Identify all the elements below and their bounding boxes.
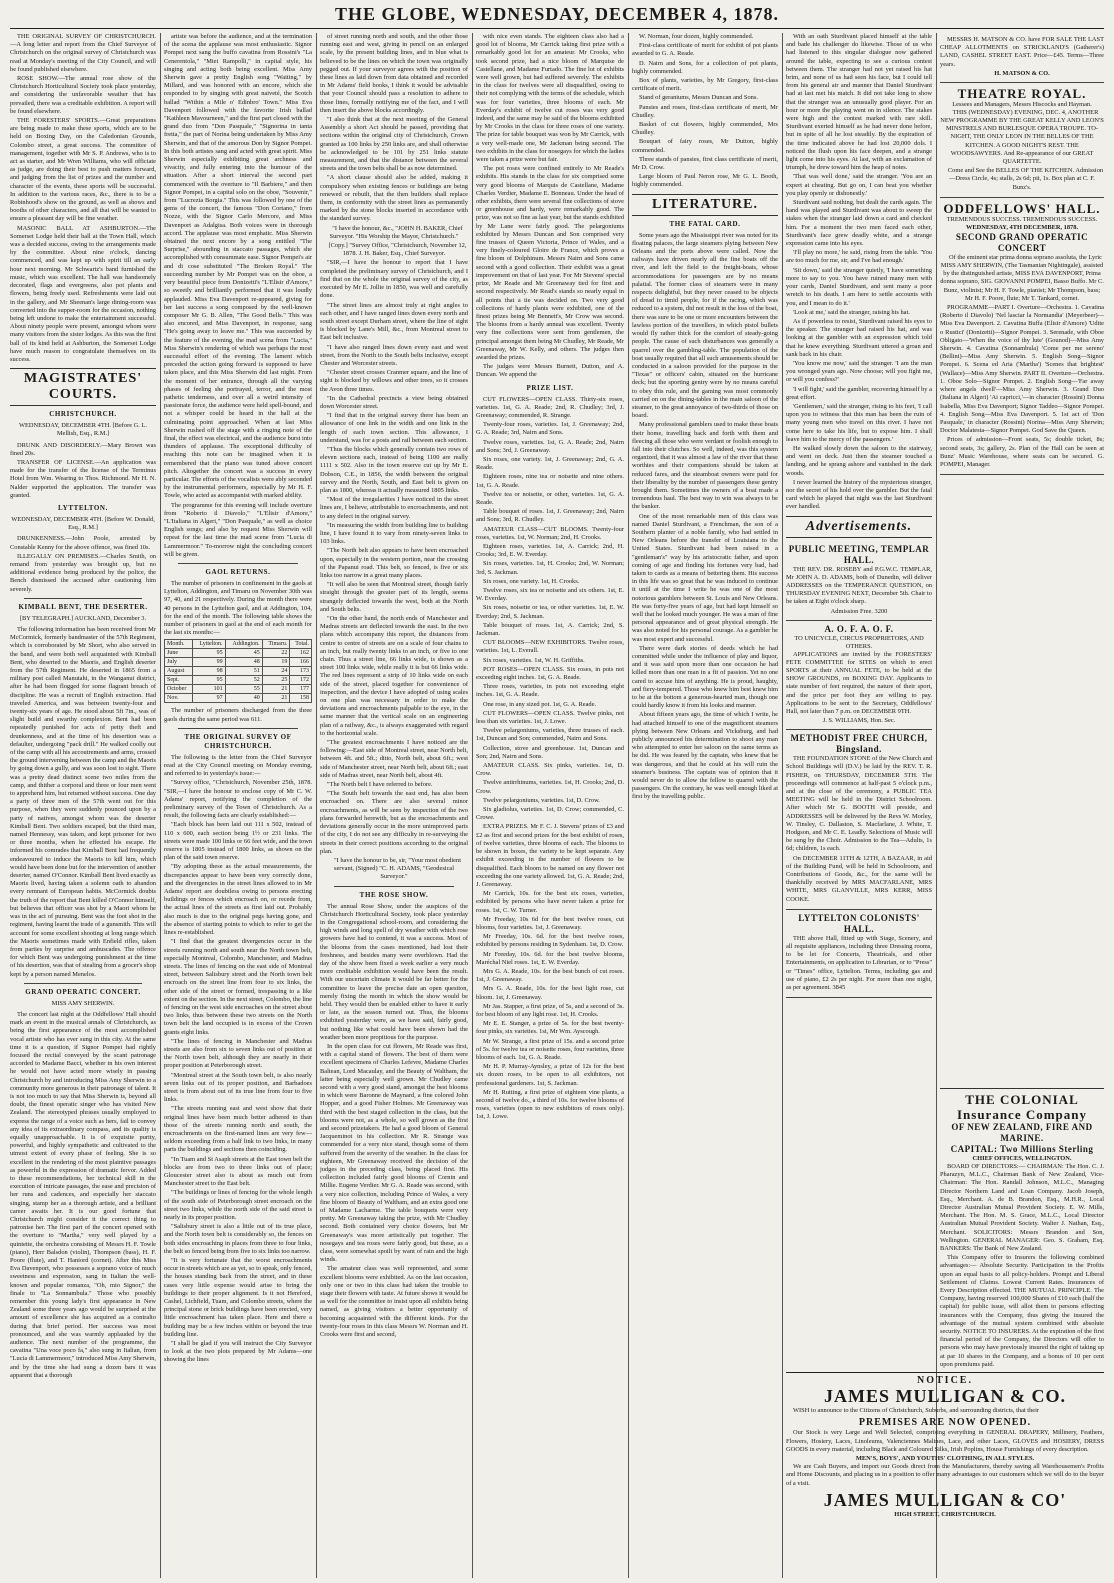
column-5 <box>632 33 778 1578</box>
ad-matson <box>940 33 1104 83</box>
ad-title: METHODIST FREE CHURCH, Bingsland. <box>790 733 928 755</box>
ad-footer: Admission Free. 3200 <box>830 607 888 615</box>
table-header-cell: Lyttelton. <box>193 640 226 649</box>
article-paragraph: The amateur class was well represented, and some excellent blooms were exhibited. As on the last occasion, only one or two in this class had taken the trouble to stage their flowers with taste. At future shows it would be as well for the committee to insist upon all exhibits being named, as giving visitors a better opportunity of becoming acquainted with the different kinds. For the twenty-four roses in this class Messrs W. Norman and H. Crooks were first and second, <box>320 1265 468 1339</box>
article-paragraph: 'Gentlemen,' said the stranger, rising to his feet, 'I call upon you to witness that this man has been the ruin of many young men who travel on this river. I have not come here to take his life, but to expose him. I shall leave him to the mercy of the passengers.' <box>786 402 932 443</box>
article-paragraph: I never learned the history of the mysterious stranger, nor the secret of his hold over the gambler. But the fatal card which he played that night was the last Sturdivant ever handled. <box>786 478 932 511</box>
article-paragraph: "The greatest encroachments I have noticed are the following:—East side of Montreal street, near North belt, between 4ft. and 5ft.; ditto, North belt, about 6ft.; west side of Manchester street, near North belt, about 6ft.; east side of Madras street, near North belt, about 4ft. <box>320 739 468 779</box>
table-cell: 24 <box>262 667 290 676</box>
table-cell: 99 <box>193 658 226 667</box>
table-cell: July <box>165 658 193 667</box>
ad-signature: H. MATSON & CO. <box>994 69 1050 77</box>
signature: "I have the honour to be, sir, "Your most obedient servant, (Signed) "C. H. ADAMS, "Geodesical Surveyor." <box>333 856 461 881</box>
letter-header: [Copy.] "Survey Office, "Christchurch, November 12, 1878. J. H. Baker, Esq., Chief Surveyor. <box>328 242 467 258</box>
ad-subtitle: TREMENDOUS SUCCESS. TREMENDOUS SUCCESS. <box>946 215 1098 223</box>
table-cell: 173 <box>290 667 312 676</box>
article-paragraph: "Montreal street at the South town belt, is also nearly seven links out of its proper position, and Barbadoes street is from about out of its true line from four to five links. <box>164 1071 312 1104</box>
article-paragraph: "I have also ranged lines down every east and west street, from the North to the South belts inclusive, except Chester and Worcester streets. <box>320 343 468 367</box>
headline-kimball-bent: KIMBALL BENT, THE DESERTER. <box>18 602 148 611</box>
prize-entry: CUT BLOOMS—NEW EXHIBITORS. Twelve roses, varieties. 1st, L. Everall. <box>476 639 624 655</box>
table-row <box>165 658 312 667</box>
table-cell: 22 <box>262 649 290 658</box>
column-2 <box>164 33 312 1578</box>
table-cell: 52 <box>225 676 262 685</box>
ad-offices: CHIEF OFFICES, WELLINGTON. <box>972 1155 1072 1162</box>
ad-body: Our Stock is very Large and Well Selected, comprising everything in GENERAL DRAPERY, Millinery, Feathers, Flowers, Hosiery, Laces, Linoleums, Valenciennes Malines, Lace, and other Laces, GLOVES and HOSIERY, DRESS GOODS in every material, including Black and Coloured Silks, Irish Poplins, House Furnishings of every description. <box>786 1429 1104 1453</box>
prize-entry: Twelve pelargoniums, varieties. 1st, D. Crow. <box>483 796 600 804</box>
table-header-cell: Total. <box>290 640 312 649</box>
article-paragraph: 'That was well done,' said the stranger. 'You are an expert at cheating. But go on, I can beat you whether you play openly or dishonestly.' <box>786 173 932 197</box>
article-paragraph: "Each block has been laid out 111 x 502, instead of 110 x 600, each section being 1½ or 231 links. The streets were made 100 links or 66 feet wide, and the town reserve is 1805 instead of 1800 links, as shown on the plan of the said town reserve. <box>164 821 312 862</box>
ad-body: We are Cash Buyers, and import our Goods direct from the Manufacturers, thereby saving all Warehousemen's Profits and Home Discounts, and placing us in a position to offer many advantages to our customers which we will do to the buyer of a visit. <box>786 1463 1104 1487</box>
table-cell: 40 <box>225 694 262 703</box>
article-paragraph: About fifteen years ago, the time of which I write, he had attached himself to one of the magnificent steamers plying between New Orleans and Vicksburg, and had publicly announced his determination to shoot any man who attempted to enter her saloon on the same terms as he did. He was feared by the captain, who knew that he was dangerous, and that he could at his will ruin the steamer's business. The captain was of opinion that it would never do to allow the fellow to quarrel with the passengers. On the contrary, he was well enough liked at first by the travelling public. <box>632 711 778 801</box>
article-paragraph: "Thus the blocks which generally contain two rows of eleven sections each, instead of being 1100 are really 1111 x 502. Also in the town reserve cut up by Mr E. Dobson, C.E., in 1856, the width between the original survey and the North, South, and East belt is given on plan as 1800, whereas it actually measured 1805 links. <box>320 445 468 494</box>
prize-entry: CUT FLOWERS—OPEN CLASS. Twelve pinks, not less than six varieties. 1st, J. Lowe. <box>476 709 624 726</box>
column-7 <box>940 33 1104 1083</box>
column-rule <box>472 33 473 1578</box>
article-paragraph: The judges were Messrs Burnett, Dutton, and A. Duncan. We append the <box>476 363 624 379</box>
table-header-cell: Month. <box>165 640 193 649</box>
section-heading-advertisements: Advertisements. <box>786 516 932 538</box>
ad-title: LYTTELTON COLONISTS' HALL. <box>798 912 920 934</box>
prize-entry: CUT FLOWERS—OPEN CLASS. Thirty-six roses, varieties. 1st, G. A. Reade; 2nd, R. Chudley; 3rd, J. Greenaway; commended, R. Strange. <box>476 395 624 419</box>
article-paragraph: "Survey office, "Christchurch, November 25th, 1878. "SIR,—I have the honour to enclose copy of Mr C. W. Adams' report, notifying the completion of the preliminary survey of the Town of Christchurch. As a result, the following facts are clearly established:— <box>164 779 312 820</box>
table-cell: 51 <box>225 667 262 676</box>
article-paragraph: 'I will fight,' said the gambler, recovering himself by a great effort. <box>786 385 932 401</box>
article-paragraph: The number of prisoners in confinement in the gaols at Lyttelton, Addington, and Timaru on November 30th was 97, 40, and 21 respectively. During the month there were 40 persons in the Lyttelton gaol, and at Addington, 104, for the end of the month. The following table shows the number of prisoners in gaol at the end of each month for the last six months:— <box>164 580 312 637</box>
ad-title: THEATRE ROYAL. <box>957 85 1087 101</box>
premises-opened: PREMISES ARE NOW OPENED. <box>858 1417 1032 1429</box>
prize-entry: Twelve pelargoniums, varieties, three trusses of each. 1st, Duncan and Son; commended, Nairn and Sons. <box>476 727 624 743</box>
article-paragraph: The following information has been received from Mr McCormick, formerly bandmaster of the 57th Regiment, which is corroborated by Mr Short, who also served in the band, and were both well acquainted with Kimball Bent, who deserted to the Maoris, and English deserter from the 57th Regiment. He deserted in 1865 from a military post called Manutahi, in the Wanganui district, after he had been flogged for some flagrant breach of discipline. He was a recruit of English extraction. Had traveled America, and was between twenty-four and twenty-six years of age. He stood about 5ft 7in., was of slight build and swarthy complexion. Bent had been repeatedly punished for acts of petty theft and drunkenness, and at the time of his desertion was a defaulter, undergoing "pack drill." He walked coolly out of the camp with all his accoutrements and arms, crossed the ground intervening between the camp and the Maoris by going down a gully, and was soon lost to sight. There was a pretty dead distinct scene two miles from the camp, and thither a corporal and three or four men went to apprehend him, but returned without success. One day a party of three men of the 57th went out for this purpose, when they were suddenly pounced upon by a party of natives, amongst whom was the deserter Kimball Bent. Two soldiers escaped, but the third man, named Hennessy, was taken, and kept prisoner for two or three months, when he effected his escape. He informed his comrades that Kimball Bent had frequently endeavoured to induce the Maoris to kill him, which would have been done but for the intervention of another deserter, named O'Connor. Kimball Bent lived exactly as Maoris lived, having taken a solemn oath to abandon every remnant of European habits. McCormick doubts the truth of the report that Bent killed O'Connor himself, but believes that officer was shot by a Maori whom he was in the act of pursuing. Bent was the foot shot in the regiment, having learnt the trade of a gunsmith. This will account for some excellent shooting at long range which the Maoris sometimes made with Enfield rifles, taken from parties by surprise and ambuscades. The offence for which Bent was undergoing punishment at the time of his desertion, was that of stealing from a grocer's shop kept by a person named Menelos. <box>10 625 156 978</box>
table-cell: 95 <box>193 676 226 685</box>
prize-entry: Three stands of pansies, first class certificate of merit, Mr D. Crow. <box>632 155 778 172</box>
table-row <box>165 649 312 658</box>
ad-public-meeting <box>786 541 932 621</box>
table-cell: 101 <box>193 685 226 694</box>
table-header-cell: Addington. <box>225 640 262 649</box>
headline-fatal-card: THE FATAL CARD. <box>669 219 741 228</box>
ad-colonial-insurance <box>940 1088 1104 1368</box>
table-row <box>165 694 312 703</box>
prize-entry: Six roses, one variety. 1st, J. Greenaway; 2nd, G. A. Reade. <box>476 455 624 472</box>
article-paragraph: The programme for this evening will include overture from "Roberto il Diavolo," "L'Elisir d'Amore," "L'Italiana in Algeri," "Don Pasquale," as well as choice English songs; and also by request Miss Sherwin will repeat for the last time the mad scene from "Lucia di Lammermoor." To-morrow night the concluding concert will be given. <box>164 501 312 558</box>
article-paragraph: 'I'll play no more,' he said, rising from the table. 'You are too much for me, sir, and I've had enough.' <box>786 249 932 265</box>
headline-prize-list: PRIZE LIST. <box>526 383 574 392</box>
prize-entry: Mr H. Rutting, a first prize of eighteen vine plants, a second of twelve do., a third of 10s. for twelve blooms of roses, varieties (open to new exhibitors of roses only). 1st, J. Lowe. <box>476 1088 624 1121</box>
prize-entry: Table bouquet of roses. 1st, J. Greenaway; 2nd, Nairn and Sons; 3rd, R. Chudley. <box>476 508 624 524</box>
prize-entry: Mr Jas. Stapper, a first prize, of 5s, and a second of 3s. for best bloom of any light rose. 1st, H. Crooks. <box>476 1002 624 1018</box>
table-row <box>165 667 312 676</box>
prize-entry: First-class certificate of merit for exhibit of pot plants awarded to G. A. Reade. <box>632 42 778 58</box>
prize-entry: Eighteen roses, varieties. 1st, A. Carrick; 2nd, H. Crooks; 3rd, E. W. Everday. <box>476 542 624 559</box>
ad-body: BOARD OF DIRECTORS:— CHAIRMAN: The Hon. C. J. Pharazyn, M.L.C., Chairman Bank of New Zealand, Vice-Chairman: The Hon. Randall Johnson, M.L.C., Managing Director Northern Land and Loan Company. Jacob Joseph, Esq., Merchant. A. de B. Brandon, Esq., M.H.R., Local Director Australian Mutual Provident Society. E. W. Mills, Merchant. The Hon. M. S. Grace, M.L.C., Local Director Australian Mutual Provident Society. Walter J. Nathan, Esq., Merchant. SOLICITORS: Messrs Brandon and Son, Wellington. GENERAL MANAGER: Geo. S. Graham, Esq. BANKERS: The Bank of New Zealand. <box>940 1163 1104 1253</box>
table-cell: 25 <box>262 676 290 685</box>
article-paragraph: MASONIC BALL AT ASHBURTON.—The Somerset Lodge held their ball at the Town Hall, which was a decided success, owing to the arrangements made by the committee. About nine o'clock, dancing commenced, and was kept up with spirit till an early hour next morning. Mr Schwartz's band furnished the music, which was excellent. The hall was handsomely decorated, flags and evergreens, also pot plants and flowers, being freely used. Refreshments were laid out in the gallery, and Mr Sheenan's large dining-room was converted into the supper-room for the occasion, nothing being left undone to make the entertainment successful. About ninety people were present, amongst whom were many visitors from the sister lodges. As this was the first ball of its kind held at Ashburton, the Somerset Lodge have much reason to congratulate themselves on its success. <box>10 224 156 363</box>
ad-date: WEDNESDAY, 4TH DECEMBER, 1878. <box>965 223 1079 231</box>
article-paragraph: 'You know me now,' said the stranger. 'I am the man you wronged years ago. Now choose; will you fight me, or will you confess?' <box>786 359 932 384</box>
ad-concert-title: SECOND GRAND OPERATIC CONCERT <box>955 231 1089 253</box>
article-paragraph: In the open class for cut flowers, Mr Reade was first, with a capital stand of flowers. The best of them were excellent specimens of Charles Lefevre, Madame Charles Baltean, Lord Macaulay, and the Beauty of Waltham, the latter being especially well grown. Mr Chudley came second with a very good stand, amongst the best blooms in which were Baronne de Maynard, a fine colored John Hopper, and a good Fisher Holmes. Mr Greenaway was third with the best staged collection in the class, but the blooms were not, as a whole, so well grown as the first and second prizetakers. He had a good bloom of General Jacqueminot in his collection. Mr R. Strange was commended for a very nice stand, though some of them suffered from the severity of the weather. In the class for eighteen, Mr Greenaway received the decision of the judges in the preceding class, being placed first. His collection included fairly good blooms of Cornin and Millie. Eugene Verdier. Mr G. A. Reade was second, with a very nice collection, including Prince of Wales, a very fine bloom of Beauty of Waltham, and an extra good one of Madame Lacharme. The table bouquets were very pretty. Mr Greenaway taking the prize, with Mr Chudley second. Both contained very choice flowers, but Mr Greenaway's was more artistically put together. The nosegays and tea roses were fairly good, but these, as a class, were somewhat spoilt by want of rain and the high winds. <box>320 1042 468 1264</box>
signature: "I have the honour, &c., "JOHN H. BAKER, Chief Surveyor. "His Worship the Mayor, Christchurch." <box>329 224 463 240</box>
table-cell: 55 <box>225 685 262 694</box>
article-paragraph: "The streets running east and west show that their original lines have been much better adhered to than those of the streets running north and south, the encroachments on the first-named lines are very few—seldom exceeding from a half link to two links, in many parts the buildings and sections then coinciding. <box>164 1105 312 1154</box>
ad-colonists-hall <box>786 910 932 998</box>
column-rule <box>316 33 317 1578</box>
article-paragraph: "The North belt I have referred to before. <box>327 781 433 789</box>
table-cell: 158 <box>290 694 312 703</box>
table-row <box>165 685 312 694</box>
ad-body: THE FOUNDATION STONE of the New Church and School Buildings will (D.V.) be laid by the REV. T. R. FISHER, on THURSDAY, DECEMBER 5TH. The proceedings will commence at half-past 5 o'clock p.m., and at the close of the ceremony, a PUBLIC TEA MEETING will be held in the District Schoolroom. After which Mr G. BOOTH will preside, and ADDRESSES will be delivered by the Revs W. Morley, W. Tinsley, C. Dallaston, S. Macfarlane, J. White, T. Hodgson, and Mr C. E. Leadly. Selections of Music will be sung by the Choir. Admission to the Tea—Adults, 1s 6d; children, 1s each. <box>786 755 932 853</box>
article-paragraph: ILLEGALLY ON PREMISES.—Charles Smith, on remand from yesterday was brought up, but no additional evidence being produced by the police, the Bench dismissed the accused after cautioning him severely. <box>10 552 156 593</box>
article-paragraph: "Most of the irregularities I have noticed in the street lines are, I believe, attributable to encroachments, and not to any defect in the original survey. <box>320 496 468 520</box>
divider <box>24 598 142 599</box>
divider <box>24 983 142 984</box>
prize-entry: AMATEUR CLASS—CUT BLOOMS. Twenty-four roses, varieties. 1st, W. Norman; 2nd, H. Crooks. <box>476 525 624 541</box>
prize-entry: Three roses, varieties, in pots not exceeding eight inches. 1st, G. A. Reade. <box>476 683 624 699</box>
prize-entry: Six roses, noisette or tea, or other varieties. 1st, E. W. Everday; 2nd, S. Jackman. <box>476 604 624 620</box>
divider <box>178 563 298 564</box>
article-paragraph: The number of prisoners discharged from the three gaols during the same period was 611. <box>164 707 312 723</box>
article-paragraph: "On the other hand, the north ends of Manchester and Madras streets are deflected towards the east. In the two plans which accompany this report, the distances from centre to centre of streets are on a scale of four chains to an inch, but really twenty links to an inch, or five to one chain. Thus a street line, 66 links wide, is shown as a street 100 links wide, while really it is but 66 links wide. The red lines represent a strip of 10 links wide on each side of the street, placed together for convenience of inspection, and the device I have adopted of using scales on one plan was necessary in order to make the deviations and encroachments palpable to the eye, in the same manner that the vertical scale on an engineering plan of a railway, &c., is always exaggerated with regard to the horizontal scale. <box>320 615 468 737</box>
ad-james-mulligan <box>786 1372 1104 1579</box>
ad-body: On DECEMBER 11TH & 12TH, A BAZAAR, in aid of the Building Fund, will be held in Schoolroom, and Contributions of Goods, &c., for the same will be thankfully received by MRS MACFARLANE, MRS WHITE, MRS GLANVILLE, MRS KERR, MISS COOKE. <box>786 854 932 903</box>
prize-entry: Mr Freeday, 10s. 6d. for the best twelve blooms, Maréchal Niel roses. 1st, E. W. Everday. <box>476 950 624 966</box>
table-cell: 98 <box>193 667 226 676</box>
table-cell: 162 <box>290 649 312 658</box>
article-paragraph: With an oath Sturdivant placed himself at the table and bade his challenger do likewise. Those of us who had listened to this singular dialogue now gathered around the table, expecting to see a curious contest between them. The stranger had not yet raised his hat brim, and none of us had seen his face, but I could tell from his general air and manner that Daniel Sturdivant had at last met his match. It did not take long to show that the stranger was an unusually good player. For an hour or more the playing went on in silence. The stakes were high and the contest marked with rare skill. Sturdivant exerted himself as he had never done before, but in spite of all he lost steadily. By the expiration of the time indicated above he had lost 20,000 dols. I noticed the flush upon his face deepen, and a strange light come into his eyes. At last, with an exclamation of triumph, he drew toward him the heap of notes. <box>786 33 932 172</box>
table-cell: Sept. <box>165 676 193 685</box>
ad-subtitle: OF NEW ZEALAND, FIRE AND MARINE. <box>951 1122 1093 1143</box>
article-paragraph: As if powerless to resist, Sturdivant raised his eyes to the speaker. The stranger had raised his hat, and was looking at the gambler with an expression which told that he knew everything. Sturdivant uttered a groan and sank back in his chair. <box>786 317 932 358</box>
masthead-rule <box>10 28 1104 29</box>
table-cell: 95 <box>193 649 226 658</box>
article-paragraph: The following is the letter from the Chief Surveyor read at the City Council meeting on Monday evening, and referred to in yesterday's issue:— <box>164 753 312 778</box>
ad-title: THE COLONIAL Insurance Company <box>956 1092 1088 1122</box>
article-paragraph: "It is very fortunate that the worst encroachments occur in streets which are as yet, so to speak, only fenced, the houses standing back from the street, and in these cases very little expense would arise to bring the buildings to their proper alignment. Is it not Hereford, Cashel, Lichfield, Tuam, and Colombo streets, where the principal stone or brick buildings have been erected, very little encroachment has taken place. Here and there a building may be a few inches within or beyond the true building line. <box>164 1257 312 1338</box>
table-cell: 172 <box>290 676 312 685</box>
ad-title: PUBLIC MEETING, TEMPLAR HALL. <box>788 543 930 565</box>
prize-entry: Mr Freeday, 10s. 6d. for the best twelve roses, exhibited by persons residing in Sydenham. 1st, D. Crow. <box>476 933 624 949</box>
article-paragraph: "A short clause should also be added, making it compulsory when existing fences or buildings are being renewed or rebuilt, that the then builders shall replace them, in conformity with the street lines as permanently marked by the stone blocks inserted in accordance with the standard survey. <box>320 174 468 223</box>
article-paragraph: One of the most remarkable men of this class was named Daniel Sturdivant, a Frenchman, the son of a Southern planter of a noble family, who had settled in New Orleans before the transfer of Louisiana to the United States. Sturdivant had been raised in a "gentleman's" way by his aristocratic father, and upon coming of age and finding his fortunes very bad, had taken to cards as a means of bettering them. His success in this life was so great that he was induced to continue it until at the time I write he was one of the most notorious gamblers between St. Louis and New Orleans. He was forty-five years of age, but had kept himself so well that he looked much younger. He was a man of fine personal appearance and of great physical strength. He was also noted for his personal courage. As a gambler he was most expert and successful. <box>632 512 778 643</box>
article-paragraph: 'Sit down,' said the stranger quietly, 'I have something more to say to you. You have ruined many men with your cards, Daniel Sturdivant, and sent many a poor wretch to his death. I am here to settle accounts with you, and I mean to do it.' <box>786 266 932 307</box>
firm-name-footer: JAMES MULLIGAN & CO' <box>823 1489 1067 1510</box>
article-paragraph: "The South belt towards the east end, has also been encroached on. There are also several minor encroachments, as will be seen by inspection of the two plans forwarded herewith, but as the encroachments and deviations generally occur in the more unimproved parts of the city, I do not see any difficulty in re-surveying the streets in their correct positions according to the original plan. <box>320 790 468 855</box>
table-cell: 19 <box>262 658 290 667</box>
article-paragraph: "In measuring the width from building line to building line, I have found it to vary from ninety-seven links to 103 links. <box>320 521 468 546</box>
firm-address: HIGH STREET, CHRISTCHURCH. <box>894 1510 996 1518</box>
article-paragraph: THE FORESTERS' SPORTS.—Great preparations are being made to make these sports, which are to be held on Boxing Day, on the Caledonian Grounds, Colombo street, a great success. The committee of management, together with Mr S. P. Andrews, who is to act as starter, and Mr Wren Williams, who will officiate as judge, are doing their best to push matters forward, and judging from the list of prizes and the number and character of the events, these sports will be successful. In addition to the various races, &c., there is to be a Robinhood's show on the ground, as well as shows and booths of other characters, and all that will be wanted to ensure a pleasant day will be fine weather. <box>10 117 156 223</box>
firm-name: JAMES MULLIGAN & CO. <box>823 1386 1066 1407</box>
article-paragraph: The annual Rose Show, under the auspices of the Christchurch Horticultural Society, took place yesterday in the Congregational school-room, and considering the high winds and long spell of dry weather with which rose growers have had to contend, it was a success. Most of the blooms from the cases mentioned, had lost their freshness, and besides many were overblown. Had the day of the show been fixed a week earlier a very much more creditable exhibition would have been the result. With our uncertain climate it would be far better for the committee to leave the precise date an open question, merely fixing the month in which the show would be held. They would then be enabled either to have it early or late, as the season turned out. Thus, the blooms exhibited yesterday were, as we have said, fairly good, but nothing like what could have been shown had the weather been more propitious for the purpose. <box>320 902 468 1041</box>
column-rule <box>936 33 937 1578</box>
table-cell: 48 <box>225 658 262 667</box>
ad-body: APPLICATIONS are invited by the FORESTERS' FETE COMMITTEE for SITES on which to erect SPORTS at their ANNUAL FETE, to be held at the SHOW GROUNDS, on BOXING DAY. Applicants to state number of feet required, the nature of their sport, and the price per foot they are willing to pay. Applications to be sent to the Secretary, Oddfellows' Hall, not later than 7 p.m. on DECEMBER 9TH. <box>786 650 932 716</box>
ad-title: A. O. F. A. O. F. <box>824 623 894 634</box>
gaol-table <box>164 639 312 703</box>
subheading-christchurch: CHRISTCHURCH. <box>49 410 117 419</box>
article-paragraph: DRUNK AND DISORDERLY.—Mary Brown was fined 20s. <box>10 441 156 457</box>
prize-entry: Twelve roses, varieties. 1st, G. A. Reade; 2nd, Nairn and Sons; 3rd, J. Greenaway. <box>476 438 624 454</box>
article-paragraph: DRUNKENNESS.—John Poole, arrested by Constable Kenny for the above offence, was fined 10s. <box>10 535 156 551</box>
ad-theatre-royal <box>940 83 1104 198</box>
ad-oddfellows-hall <box>940 198 1104 475</box>
ad-footer: Prices of admission—Front seats, 5s; double ticket, 8s; second seats, 3s; gallery, 2s. Plan of the Hall can be seen at Bunz' Music Warehouse, where seats can be secured. G. POMPEI, Manager. <box>940 436 1104 468</box>
masthead: THE GLOBE, WEDNESDAY, DECEMBER 4, 1878. <box>335 4 779 24</box>
prize-entry: Twenty-four roses, varieties. 1st, J. Greenaway; 2nd, G. A. Reade; 3rd, Nairn and Sons. <box>476 421 624 437</box>
article-paragraph: with nice even stands. The eighteen class also had a good lot of blooms, Mr Carrick taking first prize with a remarkably good lot for an amateur. Mr Crooks, who took second prize, had a nice bloom of Marquise de Castellane, and Madame Furtado. The fine lot of exhibits were well grown, but had suffered severely. The exhibits in the class for twelves were all disqualified, owing to their not complying with the terms of the schedule, which was for four varieties, three blooms of each. Mr Everday's exhibit of twelve cut roses was very good indeed, and the same may be said of the blooms exhibited by Mr Crooks in the class for three roses of one variety. The prize for table bouquet was won by Mr Carrick, with a very well-made one, Mr Jackman being second. The two exhibits in the class for nosegays for which the ladies were taken a prize were but fair. <box>476 33 624 164</box>
article-paragraph: Sturdivant said nothing, but dealt the cards again. The hand was played and Sturdivant was about to sweep the stakes when the stranger laid down a card and checked him. For a moment the two men faced each other, Sturdivant's face grew deadly white, and a strange expression came into his eyes. <box>786 199 932 248</box>
prize-entry: W. Norman, four dozen, highly commended. <box>639 33 754 40</box>
table-row <box>165 676 312 685</box>
article-paragraph: The pot roses were confined entirely to Mr Reade's exhibits. His stands in the class for six comprised some very good blooms of Marquis de Castellane, Madame Charles Verdier, Madame E. Bonneau. Under the head of other exhibits, there were several fine collections of stove or greenhouse and hardy, were remarkably good. The prize, was not so fine as last year, but the stands exhibited by Mr Lane were fairly good. The pelargoniums exhibited by Messrs Duncan and Son comprised very fine trusses of Queen Victoria, Prince of Wales, and a very finely-coloured Gloire de France, which proves a fine bloom of Dolphinum. Messrs Nairn and Sons came second with a good collection. Their exhibit was a great improvement on that of last year. For Mr Stevens' special prize, Mr Reade and Mr Greenaway tied for first and second respectively. Mr Read's stands so nearly equal in all points that a tie was decided on. Two very good collections of hardy plants were exhibited, one of the finest prizes being Mr Bennett's, Mr Crow was second. The blooms from a hardy annual was excellent. Twenty very fine collections were sent from gentlemen, the principal amongst them being Mr Chudley, Mr Reade, Mr Greenaway, Mr W. Kelly, and others. The judges then awarded the prizes. <box>476 165 624 361</box>
prize-entry: Collection, stove and greenhouse. 1st, Duncan and Son; 2nd, Nairn and Sons. <box>476 744 624 760</box>
prize-entry: Pansies and roses, first-class certificate of merit, Mr Chudley. <box>632 103 778 119</box>
prize-entry: Table bouquet of roses. 1st, A. Carrick; 2nd, S. Jackman. <box>476 621 624 638</box>
table-cell: June <box>165 649 193 658</box>
prize-entry: Mr E. E. Stanger, a prize of 5s. for the best twenty-four pinks, six varieties. 1st, Mr Wm. Ayscough. <box>476 1020 624 1036</box>
prize-entry: Bouquet of fairy roses, Mr Dutton, highly commended. <box>632 138 778 154</box>
ad-signature: J. S. WILLIAMS, Hon. Sec. <box>822 717 896 725</box>
article-paragraph: He walked slowly down the saloon to the stairway, and went on deck. Just then the steamer touched a landing, and he sprang ashore and vanished in the dark woods. <box>786 444 932 477</box>
table-cell: 166 <box>290 658 312 667</box>
prize-entry: EXTRA PRIZES. Mr F. C. J. Stevens' prizes of £3 and £2 as first and second prizes for the best exhibit of roses, of twelve varieties, three blooms of each. The blooms to be shown in boxes, the variety to be kept separate. Any exhibit exceeding in the number of flowers to be disqualified. Each bloom to be named on any flower not exceeding the one variety allowed. 1st, G. A. Reade; 2nd, J. Greenaway. <box>476 823 624 888</box>
table-header-cell: Timaru. <box>262 640 290 649</box>
headline-gaol-returns: GAOL RETURNS. <box>205 568 271 576</box>
prize-entry: Six roses, varieties. 1st, H. Crooks; 2nd, W. Norman; 3rd, S. Jackman. <box>476 560 624 576</box>
divider <box>334 886 454 887</box>
ad-body: WISH to announce to the Citizens of Christchurch, Suburbs, and surrounding districts, that their <box>793 1407 1039 1415</box>
court-date: WEDNESDAY, DECEMBER 4TH. [Before W. Donald, Esq., R.M.] <box>11 515 155 532</box>
ad-capital: CAPITAL: Two Millions Sterling <box>950 1144 1094 1154</box>
table-cell: 177 <box>290 685 312 694</box>
prize-entry: Stand of geraniums, Messrs Duncan and Sons. <box>639 94 758 102</box>
prize-entry: Six gladiolus, varieties. 1st, D. Crow; commended, C. Crowe. <box>476 806 624 822</box>
article-paragraph: ROSE SHOW.—The annual rose show of the Christchurch Horticultural Society took place yesterday, and considering the unfavorable weather that has prevailed, there was a creditable exhibition. A report will be found elsewhere. <box>10 75 156 115</box>
prize-entry: Mr W. Strange, a first prize of 15s. and a second prize of 5s. for twelve tea or noisette roses, four varieties, three blooms of each. 1st, G. A. Reade. <box>476 1037 624 1061</box>
ad-body: THIS (WEDNESDAY) EVENING, DEC. 4, ANOTHER NEW PROGRAMME BY THE GREAT KELLY AND LEON'S MINSTRELS AND BURLESQUE OPERA TROUPE. TO-NIGHT, THE ONLY LEON IN THE BELLES OF THE KITCHEN. A GOOD NIGHT'S REST. THE WOODSAWYERS. And Re-appearance of our GREAT QUARTETTE. <box>940 108 1104 166</box>
column-4 <box>476 33 624 1578</box>
ad-subtitle: Lessees and Managers, Messrs Hiscocks and Hayman. <box>952 100 1092 108</box>
section-heading-literature: LITERATURE. <box>632 194 778 216</box>
prize-entry: POT ROSES—OPEN CLASS. Six roses, in pots not exceeding eight inches. 1st, G. A. Reade. <box>476 665 624 682</box>
column-3 <box>320 33 468 1578</box>
prize-entry: AMATEUR CLASS. Six pinks, varieties. 1st, D. Crow. <box>476 762 624 778</box>
article-paragraph: "In Tuam and St Asaph streets at the East town belt the blocks are from two to three links out of place; Gloucester street also is about as much out from Manchester street to the East belt. <box>164 1155 312 1188</box>
ad-body: THE above Hall, fitted up with Stage, Scenery, and all requisite appliances, including three Dressing rooms, to be let for Concerts, Theatricals, and other Entertainments, on application to Librarian, or to "Press" or "Times" office, Lyttelton. Terms, including gas and use of piano, £2 2s per night. For more than one night, as per agreement. 3845 <box>786 934 932 992</box>
table-cell: 45 <box>225 649 262 658</box>
court-date: WEDNESDAY, DECEMBER 4TH. [Before G. L. Mellish, Esq., R.M.] <box>19 422 147 438</box>
ad-subtitle: TO UNICYCLE, CIRCUS PROPRIETORS, AND OTHERS. <box>794 634 924 650</box>
article-paragraph: Some years ago the Mississippi river was noted for its floating palaces, the large steamers plying between New Orleans and the ports above were called. Now the railways have driven nearly all the fine boats off the river, and left the field to the freight-boats, whose accommodations for passengers are by no means palatial. The former class of steamers were in many respects delightful, but they never ceased to be objects of dread to timid people, for if the racing, which was reduced to a system, did not result in the loss of the boat, there was sure to be one or more encounters between the lawless portion of the travellers, in which pistol bullets would fly rather thick for the comfort of steady-going people. The cause of such disturbances was generally a quarrel over the gambling-table. The population of the boat usually required that all such amusements should be conducted in a saloon provided for the purpose in the "Texas" or officers' cabin, situated on the hurricane deck; but the sporting gentry were by no means careful to obey this rule, and the gaming was most commonly carried on on the dining-tables in the main saloon of the steamer, to the great annoyance of two-thirds of those on board. <box>632 231 778 420</box>
table-cell: 97 <box>193 694 226 703</box>
prize-entry: Twelve tea or noisette, or other, varieties. 1st, G. A. Reade. <box>476 490 624 506</box>
prize-entry: Basket of cut flowers, highly commended, Mrs Chudley. <box>632 121 778 137</box>
ad-body: Of the eminent star prima donna soprano assoluta, the Lyric MISS AMY SHERWIN, (The Tasmanian Nightingale), assisted by the distinguished artiste, MISS EVA DAVENPORT, Prima donna soprano, SIG. GIOVANNI POMPEI, Basso Buffo. Mr C. Bunz, violinist; Mr H. F. Towle, pianist; Mr Thompson, bass; Mr H. F. Poore, flute; Mr T. Tankard, cornet. <box>940 253 1104 302</box>
prize-entry: Eighteen roses, nine tea or noisette and nine others. 1st, G. A. Reade. <box>476 473 624 489</box>
byline: MISS AMY SHERWIN. <box>51 999 115 1007</box>
ad-body: THE REV. DR. ROSEBY and P.G.W.C. TEMPLAR, Mr JOHN A. D. ADAMS, both of Dunedin, will deliver ADDRESSES on the TEMPERANCE QUESTION, on THURSDAY EVENING NEXT, December 5th. Chair to be taken at Eight o'clock sharp. <box>786 565 932 606</box>
article-paragraph: "I find that the greatest divergencies occur in the streets running north and south near the North town belt, especially Montreal, Colombo, Manchester, and Madras streets. The lines of fencing on the east side of Montreal street, between Salisbury street and the North town belt encroach on the street line from four to six links, the other side of the street or formed, trespassing to a like extent on the section. In the next street, Colombo, the line of fencing on the west side encroaches on the street about two links, thus between these two streets on the North town belt the land occupied is in excess of the Crown grants eight links. <box>164 938 312 1036</box>
prize-entry: D. Nairn and Sons, for a collection of pot plants, highly commended. <box>632 59 778 75</box>
headline-rose-show: THE ROSE SHOW. <box>359 890 429 899</box>
article-paragraph: "The North belt also appears to have been encroached upon, especially in the western portion, near the crossing of the Papanui road. This belt, so fenced, is five or six links too narrow in a great many places. <box>320 547 468 579</box>
prize-entry: Mrs G. A. Reade, 10s. for the best bunch of cut roses. 1st, J. Greenaway. <box>476 967 624 984</box>
article-paragraph: "Salisbury street is also a little out of its true place, and the North town belt is considerably so, the fences on both sides encroaching in places from three to four links, the belt so fenced being from five to six links too narrow. <box>164 1223 312 1255</box>
ad-body: This Company offer to Insurers the following combined advantages:— Absolute Security. Participation in the Profits upon an equal basis to all policy-holders. Prompt and Liberal Settlement of Claims. Lowest Current Rates. Insurances of Every Description effected. THE MUTUAL PRINCIPLE. The Company, having reserved 100,000 Shares of £10 each (half the capital) for public issue, will allot them to persons effecting insurances with the Company, thus giving the insured the advantage of the mutual system combined with absolute security. NOTICE TO INSURERS. At the expiration of the first financial period of the Company, the Directors will offer to persons who may have previously insured the right of taking up at par 10 shares in the Company, and a bonus of 10 per cent upon premiums paid. <box>940 1254 1104 1368</box>
ad-footer: Come and See the BELLES OF THE KITCHEN. Admission—Dress Circle, 4s; stalls, 2s 6d; pit, 1s. Box plan at C. F. Bunz's. <box>947 167 1104 191</box>
column-rule <box>782 33 783 1578</box>
table-header-row <box>165 640 312 649</box>
article-paragraph: TRANSFER OF LICENSE.—An application was made for the transfer of the license of the Terminus Hotel from Wm. Wearing to Thos. Richmond. Mr H. N. Nalder supported the application. The transfer was granted. <box>10 458 156 499</box>
article-paragraph: "The buildings or lines of fencing for the whole length of the south side of Peterborough street encroach on the street two links, while the north side of the said street is nearly in its proper position. <box>164 1189 312 1221</box>
table-cell: Nov. <box>165 694 193 703</box>
column-1 <box>10 33 156 1578</box>
article-paragraph: "It will also be seen that Montreal street, though fairly straight through the greater part of its length, seems strangely deflected towards the west, both at the North and South belts. <box>320 581 468 613</box>
ad-body: MESSRS H. MATSON & CO. have FOR SALE THE LAST CHEAP ALLOTMENTS on STRICKLAND'S (Gatherer's) LAND, CASHEL STREET EAST. Price—£45. Terms—Three years. <box>940 36 1104 68</box>
prize-entry: Six roses, varieties. 1st, W. H. Griffiths. <box>483 656 585 664</box>
article-paragraph: There were dark stories of deeds which he had committed while under the influence of play and liquor, and it was said upon more than one occasion he had killed more than one man in a fit of passion. Yet no one cared to accuse him of anything. He is proud, haughty, and fiery-tempered. Those who knew him best knew him to be at the bottom a generous-hearted man, though one could hardly know it from his looks and manner. <box>632 644 778 710</box>
table-cell: 21 <box>262 694 290 703</box>
table-cell: October <box>165 685 193 694</box>
table-cell: August <box>165 667 193 676</box>
prize-entry: Mr Freeday, 10s 6d for the best twelve roses, cut blooms, four varieties. 1st, J. Greenaway. <box>476 915 624 931</box>
prize-entry: Large bloom of Paul Neron rose, Mr G. L. Booth, highly commended. <box>632 173 778 189</box>
article-paragraph: "SIR,—I have the honour to report that I have completed the preliminary survey of Christchurch, and I find that on the whole the original survey of the city, as executed by Mr E. Jollie in 1850, was well and carefully done. <box>320 259 468 300</box>
article-paragraph: The concert last night at the Oddfellows' Hall should mark an event in the musical annals of Christchurch, as being the first appearance of the most accomplished vocal artiste who has ever sung in this city. At the same time it is a question, if Signor Pompei had rightly focused the recital conveyed by the scant patronage accorded to Madame Bacci, whether in his own interest he would not have acted more wisely in passing Christchurch by and introducing Miss Amy Sherwin to a community more generous in their patronage of talent. It is not too much to say that Miss Sherwin is, beyond all doubt, the finest operatic singer who has visited New Zealand. The stereotyped phrases usually employed to express the range of a voice such as hers, fail to convey any idea of its extraordinary compass, and its quality is equally unapproachable. It is of exquisite purity, powerful, and highly sympathetic and cultivated to the utmost extent of every phase of feeling. She is so excellent in the rendering of the most plaintive passages as powerful in the expression of dramatic fervor. Added to these recommendations, her technical skill in the execution of intricate passages, the ease and precision of her runs and cadences, and especially her staccato singing, stamp her as a thorough artiste, and a brilliant career awaits her. It is our good fortune that Christchurch might consider it the correct thing to patronise her. The first part of the concert opened with the overture to "Martha," very well played by a quintette, the orchestra consisting of Messrs H. F. Towle (piano), Herr Balsdon (violin), Thompson (bass), H. F. Poore (flute), and T. Haniord (cornet). After this Miss Eva Davenport, who possesses a soprano voice of much sweetness and expression, sang in Italian the well-known and popular romanza, "Oh, mio Signor," the finale to "La Sonnambula." Those who possibly remember this young lady's first appearance in New Zealand some three years ago would be surprised at the amount of excellence she has acquired as a contralto during that brief period. Her success was most pronounced, and she was warmly applauded by the audience. The next number of the programme, the cavatina "Una voce poco fa," also sung in Italian, from "Lucia di Lammermoor," introduced Miss Amy Sherwin, and by the time she had sung a dozen bars it was apparent that a thorough <box>10 1010 156 1379</box>
section-heading-courts: MAGISTRATES' COURTS. <box>10 368 156 406</box>
notice-heading: NOTICE. <box>917 1375 973 1386</box>
prize-entry: Six roses, one variety. 1st, H. Crooks. <box>483 577 580 585</box>
column-rule <box>160 33 161 1578</box>
subheading-lyttelton: LYTTELTON. <box>58 503 108 512</box>
ad-methodist-church <box>786 730 932 910</box>
article-paragraph: of street running north and south, and the other those running east and west, giving in pencil on an enlarged scale, by the present building lines, and in blue what is believed to be the lines on which the town was originally pegged out. If your surveyor agrees with the position of these lines as laid down from data obtained and recorded in Mr Adams' field books, I think it would be advisable that your Council should pass a resolution to adhere to those lines, formally notifying me of the fact, and I will then insert the above blocks accordingly. <box>320 33 468 114</box>
dateline: [BY TELEGRAPH.] AUCKLAND, December 3. <box>19 614 147 622</box>
article-paragraph: "By adopting these as the actual measurements, the discrepancies appear to have been very correctly done, and the divergencies in the street lines allowed to in Mr Adams' report are doubtless owing to persons erecting buildings or fences which encroach on, or recede from, the actual lines of the streets as first laid out. Probably also much is due to the original pegs having gone, and the absence of starting points to which to refer to get the lines re-established. <box>164 863 312 937</box>
article-paragraph: "The street lines are almost truly at right angles to each other, and I have ranged lines down every north and south street except Durham street, where the line of sight is blocked by Lane's Mill, &c., from Montreal street to East belt inclusive. <box>320 301 468 342</box>
article-paragraph: THE ORIGINAL SURVEY OF CHRISTCHURCH.—A long letter and report from the Chief Surveyor of Christchurch on the original survey of Christchurch was read at Monday's meeting of the City Council, and will be found published elsewhere. <box>10 33 156 73</box>
article-paragraph: "Chester street crosses Cranmer square, and the line of sight is blocked by willows and other trees, so it crosses the Avon three times. <box>320 369 468 393</box>
prize-entry: Box of plants, varieties, by Mr Gregory, first-class certificate of merit. <box>632 77 778 93</box>
headline-operatic-concert: GRAND OPERATIC CONCERT. <box>25 987 141 996</box>
prize-entry: Twelve roses, six tea or noisette and six others. 1st, E. W. Everday. <box>476 587 624 603</box>
prize-entry: Mr Carrick, 10s. for the best six roses, varieties, exhibited by persons who have never taken a prize for roses. 1st, C. W. Turner. <box>476 890 624 914</box>
prize-entry: Mrs G. A. Reade, 10s. for the best light rose, cut bloom. 1st, J. Greenaway. <box>476 985 624 1001</box>
article-paragraph: artiste was before the audience, and at the termination of the scena the applause was most enthusiastic. Signor Pompei next sang the buffo cavatina from Rossini's "La Cenerentola," "Miei Rampolli," in capital style, his singing and acting both being excellent. Miss Amy Sherwin gave a pretty English song "Waiting," by Millard, and was honored with an encore, which she responded to by singing with great naiveté, the Scotch ballad "Within a Mile o' Edinbro' Town." Miss Eva Davenport followed with the favorite Irish ballad "Kathleen Mavourneen," and the first part closed with the grand duo from "Don Pasquale," "Signorina in tanta fretta," the part of Norina being undertaken by Miss Amy Sherwin, and that of the amorous Don by Signor Pompei. In this both artistes sang and acted with great spirit. Miss Sherwin especially exhibiting great archness and vivacity, and fully entering into the humour of the situation. After a short interval the second part commenced with the overture to "Il Barbiere," and then Signor Pompei, in a capital solo on the oboe, "Souvenir," from "Lucrezia Borgia." This was followed by one of the gems of the concert, the famous "Don Cortano," from Nozze, with the Signor Carlo Mercore, and Miss Davenport as Adalgisa. Both voices were in thorough accord. The applause was most emphatic. Miss Sherwin obtained the next encore by a song entitled "The Surprise," abounding in staccato passages, which she accomplished with consummate ease. Signor Pompei's air and di cose substituted "The Broken Royal." The succeeding number by Mr Pompei was on the oboe, a very beautiful piece from Donizetti's "L'Elisir d'Amore," so sweetly and brilliantly performed that it was loudly applauded. Miss Eva Davenport re-appeared, giving for her last success a song composed by the well-known composer Mr G. B. Allen, "The Good Bells." This was also encored, and Miss Davenport, in response, sang "He's going away to leave me." This was succeeded by the feature of the evening, the mad scena from "Lucia," Miss Sherwin's rendering of which was perhaps the most successful effort of the evening. The lament which preceded the action going forward is supposed to have taken place, and this Miss Sherwin did last night. From the moment of her entrance, through all the varying phases of feeling she portrayed, terror, and the most pathetic tenderness, and over all a weird intensity of passionate force, the audience were held spell-bound, and not a whisper could be heard in the hall at the culminating point approached. When at last Miss Sherwin rushed off the stage with a ringing note of the final, the effect was electrical, and the audience burst into thunders of applause. The exceptional difficulty of reaching this note can be imagined when it is remembered that the piano was tuned above concert pitch. Altogether the concert was a success in every particular. The efforts of the vocalists were ably seconded by the instrumental performers, especially by Mr H. F. Towle, who acted as accompanist with marked ability. <box>164 33 312 500</box>
prize-entry: Twelve antirrhinums, varieties. 1st, H. Crooks; 2nd, D. Crow. <box>476 779 624 795</box>
article-paragraph: "I find that in the original survey there has been an allowance of one link in the width and one link in the length of each town section. This allowance, I understand, was for a posts and rail between each section. <box>320 412 468 444</box>
article-paragraph: 'Look at me,' said the stranger, raising his hat. <box>793 308 910 316</box>
divider <box>178 728 298 729</box>
article-paragraph: "In the Cathedral precincts a view being obtained down Worcester street. <box>320 394 468 410</box>
clothing-line: MEN'S, BOYS', AND YOUTHS' CLOTHING, IN ALL STYLES. <box>855 1455 1035 1463</box>
column-6 <box>786 33 932 1578</box>
ad-insurance-block <box>940 1088 1104 1368</box>
column-rule <box>628 33 629 1578</box>
headline-original-survey: THE ORIGINAL SURVEY OF CHRISTCHURCH. <box>184 732 292 750</box>
ad-title: ODDFELLOWS' HALL. <box>943 200 1101 216</box>
article-paragraph: "I also think that at the next meeting of the General Assembly a short Act should be passed, providing that sections within the original city of Christchurch, Crown granted as 100 links by 250 links are, and shall otherwise be acknowledged to be 101 by 251 links statute measurement, and that the distance between the several streets and the town belts shall be as now determined. <box>320 116 468 173</box>
prize-entry: Mr H. P. Murray-Aynsley, a prize of 12s for the best six dozen roses, to be open to all exhibitors, not professional gardeners. 1st, S. Jackman. <box>476 1063 624 1087</box>
ad-programme: PROGRAMME—PART I. Overture—Orchestra. 1. Cavatina (Roberto il Diavolo) 'Nel lasciar la Normandia' (Meyerbeer)—Miss Eva Davenport. 2. Cavatina Buffa (Elisir d'Amore) 'Udite o Rustici' (Donizetti)—Signor Pompei. 3. Serenade, with Oboe Obligato—'When the voice of thy lute' (Gounod)—Miss Amy Sherwin. 4. Cavatina (Sonnambula) 'Come per me sereno' (Bellini)—Miss Amy Sherwin. 5. English Song—Signor Pompei. 6. Scena ed Aria ('Martha') 'Scenes that brightest' (Wallace)—Miss Amy Sherwin. PART II. Overture—Orchestra. 1. Oboe Solo—Signor Pompei. 2. English Song—'Far away where angels dwell'—Miss Amy Sherwin. 3. Grand Duo (Italiana in Algeri) 'Ai capricci,'—in character (Rossini) Donna Isabella, Miss Eva Davenport; Signor Taddeo—Signor Pompei. 4. English Song—Miss Eva Davenport. 5. 1st act of 'Don Pasquale,' in character (Rossini) Norina—Miss Amy Sherwin; Doctor Malatesta—Signor Pompei. God Save the Queen. <box>940 304 1104 435</box>
article-paragraph: "The lines of fencing in Manchester and Madras streets are also from six to seven links out of position at the North town belt, although they are nearly in their proper position at Peterborough street. <box>164 1037 312 1070</box>
table-cell: 21 <box>262 685 290 694</box>
article-paragraph: "I shall be glad if you will instruct the City Surveyor to look at the two plots prepared by Mr Adams—one showing the lines <box>164 1340 312 1364</box>
ad-foresters <box>786 621 932 731</box>
article-paragraph: Many professional gamblers used to make these boats their home, travelling back and forth with them and fleecing all those who were verdant or foolish enough to fall into their clutches. So well, indeed, was this system organized, that it was almost a law of the river that these worthies and their companions should be taken at reduced fares, and the steamboat owners were paid for their liberality by the number of passengers these gentry brought them. Sometimes the owners of a boat made a tremendous haul. The best way to win was always to be the banker. <box>632 421 778 511</box>
prize-entry: One rose, in any sized pot. 1st, G. A. Reade. <box>483 700 597 708</box>
